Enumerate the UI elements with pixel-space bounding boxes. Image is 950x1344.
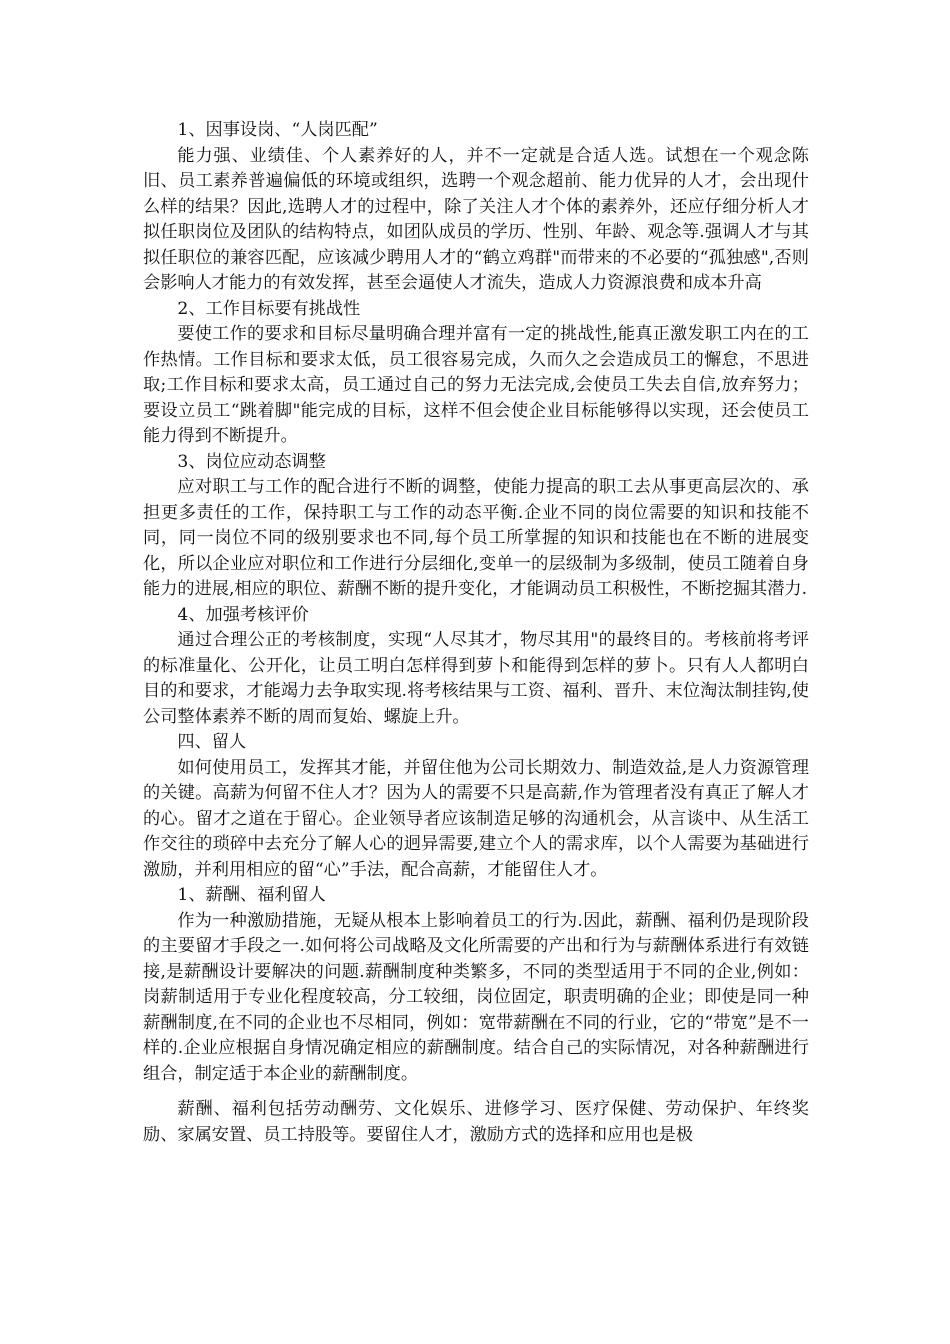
- section-heading-2-challenging-goals: 2、工作目标要有挑战性: [177, 298, 361, 319]
- paragraph-retention: 如何使用员工，发挥其才能，并留住他为公司长期效力、制造效益,是人力资源管理的关键。高薪为何留不住人才？因为人的需要不只是高薪,作为管理者没有真正了解人才的心。留才之道在于留心。企业领导者应该制造足够的沟通机会，从言谈中、从生活工作交往的琐碎中去充分了解人心的迥异需要,建立个人的需求库，以个人需要为基础进行激励，并利用相应的留“心”手法，配合高薪，才能留住人才。: [143, 757, 809, 880]
- section-heading-3-dynamic-adjustment: 3、岗位应动态调整: [177, 451, 326, 472]
- section-heading-4-assessment: 4、加强考核评价: [177, 604, 309, 625]
- section-heading-retention: 四、留人: [177, 732, 247, 752]
- document-page: [143, 118, 809, 1148]
- paragraph-benefits: 薪酬、福利包括劳动酬劳、文化娱乐、进修学习、医疗保健、劳动保护、年终奖励、家属安置、员工持股等。要留住人才，激励方式的选择和应用也是极: [143, 1099, 809, 1145]
- paragraph-challenging-goals: 要使工作的要求和目标尽量明确合理并富有一定的挑战性,能真正激发职工内在的工作热情。工作目标和要求太低，员工很容易完成，久而久之会造成员工的懈怠，不思进取;工作目标和要求太高，员工通过自己的努力无法完成,会使员工失去自信,放弃努力；要设立员工“跳着脚"能完成的目标，这样不但会使企业目标能够得以实现，还会使员工能力得到不断提升。: [143, 324, 809, 446]
- paragraph-compensation: 作为一种激励措施，无疑从根本上影响着员工的行为.因此，薪酬、福利仍是现阶段的主要留才手段之一.如何将公司战略及文化所需要的产出和行为与薪酬体系进行有效链接,是薪酬设计要解决的问题.薪酬制度种类繁多，不同的类型适用于不同的企业,例如：岗薪制适用于专业化程度较高，分工较细，岗位固定，职责明确的企业；即使是同一种薪酬制度,在不同的企业也不尽相同，例如：宽带薪酬在不同的行业，它的“带宽”是不一样的.企业应根据自身情况确定相应的薪酬制度。结合自己的实际情况，对各种薪酬进行组合，制定适于本企业的薪酬制度。: [143, 910, 809, 1084]
- paragraph-job-match: 能力强、业绩佳、个人素养好的人，并不一定就是合适人选。试想在一个观念陈旧、员工素养普遍偏低的环境或组织，选聘一个观念超前、能力优异的人才，会出现什么样的结果？因此,选聘人才的过程中，除了关注人才个体的素养外，还应仔细分析人才拟任职岗位及团队的结构特点，如团队成员的学历、性别、年龄、观念等.强调人才与其拟任职位的兼容匹配，应该减少聘用人才的“鹤立鸡群"而带来的不必要的“孤独感",否则会影响人才能力的有效发挥，甚至会逼使人才流失，造成人力资源浪费和成本升高: [143, 145, 809, 293]
- section-heading-compensation: 1、薪酬、福利留人: [177, 885, 326, 905]
- paragraph-dynamic-adjustment: 应对职工与工作的配合进行不断的调整，使能力提高的职工去从事更高层次的、承担更多责任的工作，保持职工与工作的动态平衡.企业不同的岗位需要的知识和技能不同，同一岗位不同的级别要求也不同,每个员工所掌握的知识和技能也在不断的进展变化，所以企业应对职位和工作进行分层细化,变单一的层级制为多级制，使员工随着自身能力的进展,相应的职位、薪酬不断的提升变化，才能调动员工积极性，不断挖掘其潜力.: [143, 477, 809, 599]
- paragraph-assessment: 通过合理公正的考核制度，实现“人尽其才，物尽其用"的最终目的。考核前将考评的标准量化、公开化，让员工明白怎样得到萝卜和能得到怎样的萝卜。只有人人都明白目的和要求，才能竭力去争取实现.将考核结果与工资、福利、晋升、末位淘汰制挂钩,使公司整体素养不断的周而复始、螺旋上升。: [143, 630, 809, 727]
- section-heading-1-job-match: 1、因事设岗、“人岗匹配”: [177, 120, 378, 140]
